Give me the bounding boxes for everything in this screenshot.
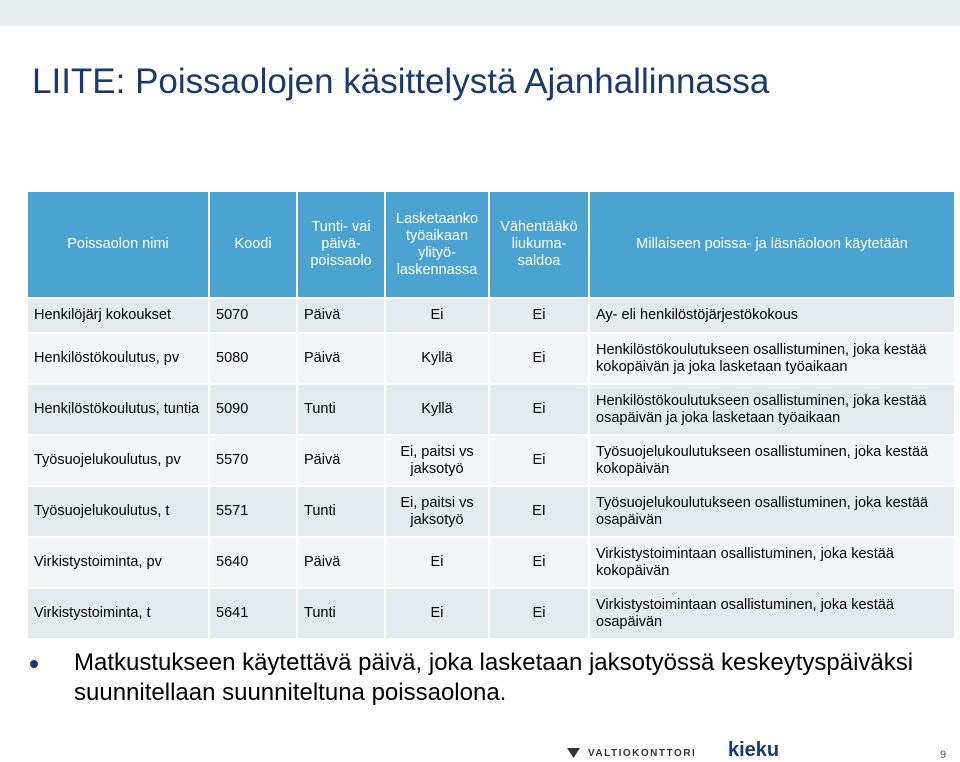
cell-usage: Työsuojelukoulutukseen osallistuminen, joka kestää osapäivän: [590, 487, 954, 536]
top-band: [0, 0, 960, 26]
cell-name: Henkilöjärj kokoukset: [28, 299, 208, 332]
page-number: 9: [940, 749, 947, 761]
cell-type: Päivä: [298, 334, 384, 383]
cell-code: 5571: [210, 487, 296, 536]
cell-name: Työsuojelukoulutus, t: [28, 487, 208, 536]
header-name: Poissaolon nimi: [28, 192, 208, 297]
header-code: Koodi: [210, 192, 296, 297]
table-row: [28, 487, 954, 536]
cell-type: Tunti: [298, 589, 384, 638]
table-row: [28, 538, 954, 587]
cell-name: Virkistystoiminta, pv: [28, 538, 208, 587]
cell-worktime: Kyllä: [386, 385, 488, 434]
cell-usage: Virkistystoimintaan osallistuminen, joka kestää kokopäivän: [590, 538, 954, 587]
table-row: [28, 589, 954, 638]
cell-usage: Työsuojelukoulutukseen osallistuminen, joka kestää kokopäivän: [590, 436, 954, 485]
cell-worktime: Ei, paitsi vs jaksotyö: [386, 487, 488, 536]
table-row: [28, 436, 954, 485]
cell-usage: Ay- eli henkilöstöjärjestökokous: [590, 299, 954, 332]
cell-name: Virkistystoiminta, t: [28, 589, 208, 638]
cell-worktime: Ei: [386, 538, 488, 587]
table-row: [28, 299, 954, 332]
header-worktime: Lasketaanko työaikaan ylityö-laskennassa: [386, 192, 488, 297]
cell-worktime: Ei: [386, 299, 488, 332]
table-row: [28, 334, 954, 383]
cell-code: 5080: [210, 334, 296, 383]
cell-code: 5641: [210, 589, 296, 638]
cell-worktime: Kyllä: [386, 334, 488, 383]
header-type: Tunti- vai päivä-poissaolo: [298, 192, 384, 297]
cell-worktime: Ei, paitsi vs jaksotyö: [386, 436, 488, 485]
cell-code: 5090: [210, 385, 296, 434]
absence-table: [26, 190, 956, 640]
cell-flex: Ei: [490, 299, 588, 332]
cell-name: Henkilöstökoulutus, tuntia: [28, 385, 208, 434]
cell-type: Tunti: [298, 385, 384, 434]
bullet-icon: [30, 660, 38, 668]
table-row: [28, 385, 954, 434]
table-header-row: [28, 192, 954, 297]
cell-worktime: Ei: [386, 589, 488, 638]
cell-flex: Ei: [490, 385, 588, 434]
cell-flex: Ei: [490, 538, 588, 587]
cell-code: 5070: [210, 299, 296, 332]
cell-usage: Henkilöstökoulutukseen osallistuminen, joka kestää kokopäivän ja joka lasketaan työaikaan: [590, 334, 954, 383]
kieku-logo: kieku: [728, 739, 780, 761]
cell-flex: EI: [490, 487, 588, 536]
header-usage: Millaiseen poissa- ja läsnäoloon käytetään: [590, 192, 954, 297]
cell-usage: Henkilöstökoulutukseen osallistuminen, joka kestää osapäivän ja joka lasketaan työaikaan: [590, 385, 954, 434]
cell-type: Päivä: [298, 299, 384, 332]
cell-flex: Ei: [490, 334, 588, 383]
cell-type: Päivä: [298, 436, 384, 485]
valtiokonttori-logo: VALTIOKONTTORI: [588, 748, 697, 759]
cell-name: Työsuojelukoulutus, pv: [28, 436, 208, 485]
cell-name: Henkilöstökoulutus, pv: [28, 334, 208, 383]
cell-flex: Ei: [490, 436, 588, 485]
page-title: LIITE: Poissaolojen käsittelystä Ajanhallinnassa: [32, 62, 770, 101]
cell-usage: Virkistystoimintaan osallistuminen, joka kestää osapäivän: [590, 589, 954, 638]
header-flex: Vähentääkö liukuma-saldoa: [490, 192, 588, 297]
cell-type: Päivä: [298, 538, 384, 587]
bullet-text: Matkustukseen käytettävä päivä, joka lasketaan jaksotyössä keskeytyspäiväksi suunnitellaan suunniteltuna poissaolona.: [74, 649, 914, 706]
valtiokonttori-logo-mark-icon: [567, 748, 580, 758]
cell-flex: Ei: [490, 589, 588, 638]
cell-type: Tunti: [298, 487, 384, 536]
cell-code: 5640: [210, 538, 296, 587]
cell-code: 5570: [210, 436, 296, 485]
